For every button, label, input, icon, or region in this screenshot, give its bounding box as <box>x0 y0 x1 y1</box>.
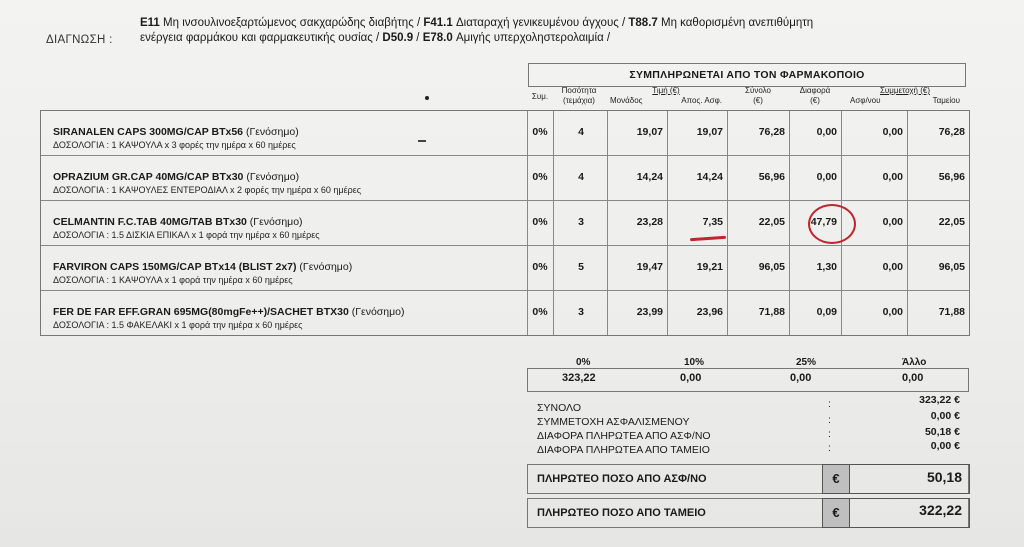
payable-fund-value: 322,22 <box>919 502 962 518</box>
fund-cell: 56,96 <box>938 171 965 183</box>
col-diff: Διαφορά (€) <box>799 86 831 105</box>
euro-sign: € <box>822 464 850 494</box>
insured-cell: 0,00 <box>882 306 903 318</box>
diagnosis-label: ΔΙΑΓΝΩΣΗ : <box>46 34 113 46</box>
qty-cell: 3 <box>578 306 584 318</box>
payable-insured-label: ΠΛΗΡΩΤΕΟ ΠΟΣΟ ΑΠΟ ΑΣΦ/ΝΟ <box>537 473 707 485</box>
dosage: ΔΟΣΟΛΟΓΙΑ : 1 ΚΑΨΟΥΛΕΣ ΕΝΤΕΡΟΔΙΑΛ x 2 φορές την ημέρα x 60 ημέρες <box>53 185 362 195</box>
diff-cell: 0,09 <box>816 306 837 318</box>
pharmacy-header: ΣΥΜΠΛΗΡΩΝΕΤΑΙ ΑΠΟ ΤΟΝ ΦΑΡΜΑΚΟΠΟΙΟ <box>528 63 966 87</box>
qty-cell: 3 <box>578 216 584 228</box>
payable-insured-value: 50,18 <box>926 469 962 485</box>
total-cell: 71,88 <box>758 306 785 318</box>
pct-label-10: 10% <box>684 357 705 368</box>
insured-contrib-label: ΣΥΜΜΕΤΟΧΗ ΑΣΦΑΛΙΣΜΕΝΟΥ <box>537 416 690 428</box>
insured-contrib-colon: : <box>828 414 831 426</box>
diagnosis-line-1: E11 Μη ινσουλινοεξαρτώμενος σακχαρώδης διαβήτης / F41.1 Διαταραχή γενικευμένου άγχους / T88.7 Μη καθορισμένη ανεπιθύμητη <box>140 17 814 29</box>
qty-cell: 5 <box>578 261 584 273</box>
col-fund: Ταμείου <box>932 96 960 105</box>
pct-label-0: 0% <box>576 357 591 368</box>
unit-cell: 19,47 <box>636 261 663 273</box>
col-price: Τιμή (€) Μονάδος Απος. Ασφ. <box>610 86 722 105</box>
pct-value-10: 0,00 <box>680 372 702 384</box>
unit-cell: 23,28 <box>636 216 663 228</box>
table-row <box>41 156 969 201</box>
qty-cell: 4 <box>578 126 584 138</box>
drug-name: CELMANTIN F.C.TAB 40MG/TAB BTx30 (Γενόσημο) <box>53 216 303 228</box>
col-ref: Απος. Ασφ. <box>681 96 722 105</box>
table-row <box>41 111 969 156</box>
total-cell: 96,05 <box>758 261 785 273</box>
unit-cell: 23,99 <box>636 306 663 318</box>
ref-cell: 14,24 <box>696 171 723 183</box>
ref-cell: 19,07 <box>696 126 723 138</box>
fund-cell: 76,28 <box>938 126 965 138</box>
col-insured: Ασφ/νου <box>850 96 881 105</box>
pct-value-other: 0,00 <box>902 372 924 384</box>
pen-mark <box>418 140 426 142</box>
col-qty: Ποσότητα (τεμάχια) <box>561 86 597 105</box>
drug-name: OPRAZIUM GR.CAP 40MG/CAP BTx30 (Γενόσημο) <box>53 171 300 183</box>
dosage: ΔΟΣΟΛΟΓΙΑ : 1.5 ΔΙΣΚΙΑ ΕΠΙΚΑΛ x 1 φορά την ημέρα x 60 ημέρες <box>53 230 320 240</box>
total-cell: 56,96 <box>758 171 785 183</box>
sym-cell: 0% <box>532 261 548 273</box>
col-unit: Μονάδος <box>610 96 643 105</box>
euro-sign: € <box>822 498 850 528</box>
ink-dot <box>425 96 429 100</box>
diff-cell: 1,30 <box>816 261 837 273</box>
sym-cell: 0% <box>532 126 548 138</box>
col-sym: Συμ. <box>531 92 549 101</box>
drug-name: FARVIRON CAPS 150MG/CAP BTx14 (BLIST 2x7) (Γενόσημο) <box>53 261 353 273</box>
unit-cell: 19,07 <box>636 126 663 138</box>
payable-fund-label: ΠΛΗΡΩΤΕΟ ΠΟΣΟ ΑΠΟ ΤΑΜΕΙΟ <box>537 507 706 519</box>
diff-insured-colon: : <box>828 428 831 440</box>
unit-cell: 14,24 <box>636 171 663 183</box>
ref-cell: 19,21 <box>696 261 723 273</box>
pct-value-0: 323,22 <box>562 372 596 384</box>
ref-cell: 23,96 <box>696 306 723 318</box>
pct-label-other: Άλλο <box>902 357 927 368</box>
pct-value-25: 0,00 <box>790 372 812 384</box>
sym-cell: 0% <box>532 216 548 228</box>
total-colon: : <box>828 398 831 410</box>
fund-cell: 71,88 <box>938 306 965 318</box>
diff-fund-value: 0,00 € <box>930 440 960 452</box>
qty-cell: 4 <box>578 171 584 183</box>
pct-label-25: 25% <box>796 357 817 368</box>
diagnosis-text <box>140 16 970 46</box>
table-row <box>41 246 969 291</box>
ref-cell: 7,35 <box>702 216 723 228</box>
fund-cell: 22,05 <box>938 216 965 228</box>
diff-insured-label: ΔΙΑΦΟΡΑ ΠΛΗΡΩΤΕΑ ΑΠΟ ΑΣΦ/ΝΟ <box>537 430 711 442</box>
fund-cell: 96,05 <box>938 261 965 273</box>
insured-cell: 0,00 <box>882 216 903 228</box>
total-cell: 22,05 <box>758 216 785 228</box>
handwritten-circle <box>808 204 856 244</box>
sym-cell: 0% <box>532 306 548 318</box>
drug-name: SIRANALEN CAPS 300MG/CAP BTx56 (Γενόσημο) <box>53 126 299 138</box>
col-total: Σύνολο (€) <box>745 86 771 105</box>
total-cell: 76,28 <box>758 126 785 138</box>
total-label: ΣΥΝΟΛΟ <box>537 402 582 414</box>
dosage: ΔΟΣΟΛΟΓΙΑ : 1.5 ΦΑΚΕΛΑΚΙ x 1 φορά την ημέρα x 60 ημέρες <box>53 320 303 330</box>
sym-cell: 0% <box>532 171 548 183</box>
diff-cell: 0,00 <box>816 126 837 138</box>
diff-cell: 0,00 <box>816 171 837 183</box>
dosage: ΔΟΣΟΛΟΓΙΑ : 1 ΚΑΨΟΥΛΑ x 3 φορές την ημέρα x 60 ημέρες <box>53 140 296 150</box>
insured-contrib-value: 0,00 € <box>930 410 960 422</box>
diff-fund-label: ΔΙΑΦΟΡΑ ΠΛΗΡΩΤΕΑ ΑΠΟ ΤΑΜΕΙΟ <box>537 444 710 456</box>
insured-cell: 0,00 <box>882 126 903 138</box>
table-row <box>41 291 969 335</box>
col-contrib: Συμμετοχή (€) Ασφ/νου Ταμείου <box>850 86 960 105</box>
total-value: 323,22 € <box>919 394 960 406</box>
drug-name: FER DE FAR EFF.GRAN 695MG(80mgFe++)/SACHET BTX30 (Γενόσημο) <box>53 306 405 318</box>
diff-insured-value: 50,18 € <box>924 426 960 438</box>
diagnosis-line-2: ενέργεια φαρμάκου και φαρμακευτικής ουσίας / D50.9 / E78.0 Αμιγής υπερχοληστερολαιμία / <box>140 32 611 44</box>
dosage: ΔΟΣΟΛΟΓΙΑ : 1 ΚΑΨΟΥΛΑ x 1 φορά την ημέρα x 60 ημέρες <box>53 275 293 285</box>
diff-cell: 47,79 <box>810 216 837 228</box>
insured-cell: 0,00 <box>882 171 903 183</box>
diff-fund-colon: : <box>828 442 831 454</box>
insured-cell: 0,00 <box>882 261 903 273</box>
